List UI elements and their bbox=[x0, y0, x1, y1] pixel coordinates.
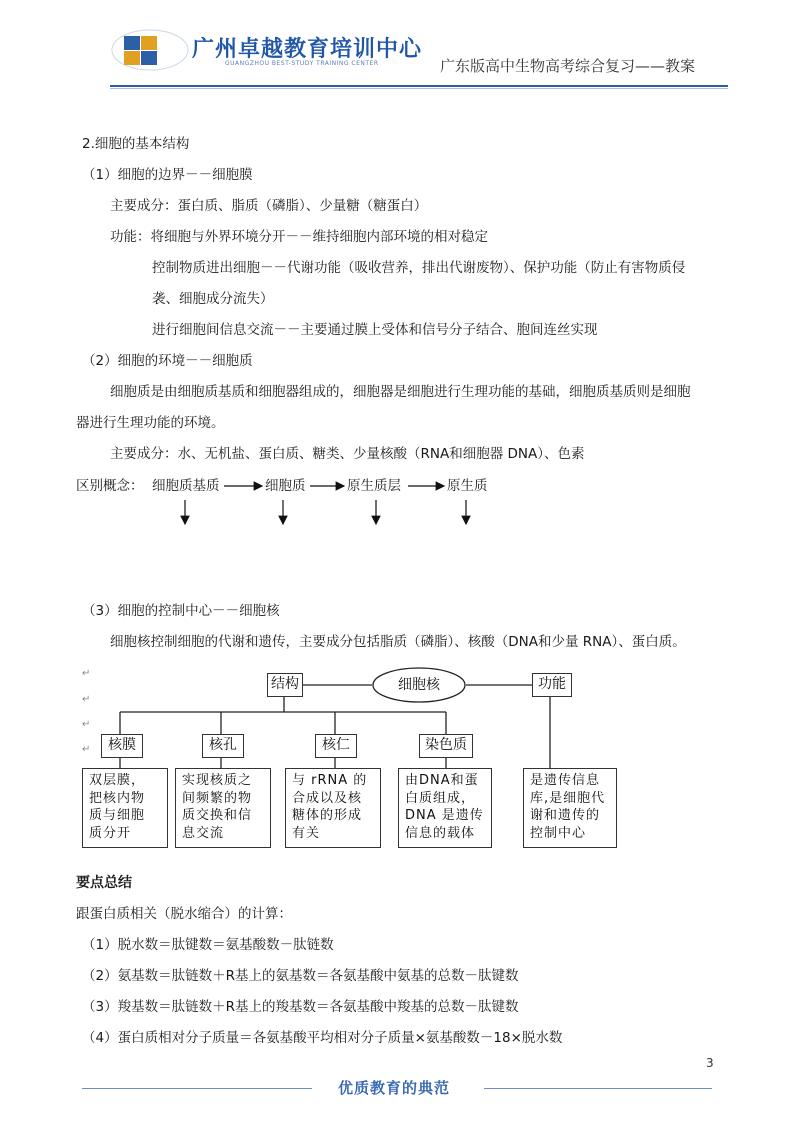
desc-line: 息交流 bbox=[182, 825, 225, 841]
nucleus-desc: 细胞核控制细胞的代谢和遗传，主要成分包括脂质（磷脂）、核酸（DNA和少量 RNA）、蛋白质。 bbox=[110, 634, 686, 650]
desc-line: 实现核质之 bbox=[182, 773, 253, 788]
part-name: 核仁 bbox=[322, 737, 350, 753]
desc-box-function bbox=[523, 768, 617, 848]
concept-2: 细胞质 bbox=[265, 478, 306, 494]
desc-line: 糖体的形成 bbox=[292, 808, 363, 823]
membrane-function-2b: 袭、细胞成分流失） bbox=[152, 291, 274, 307]
summary-item-2: （2）氨基数＝肽链数＋R基上的氨基数＝各氨基酸中氨基的总数－肽键数 bbox=[82, 968, 519, 984]
part-name: 核孔 bbox=[209, 737, 237, 753]
desc-line: 质与细胞 bbox=[89, 808, 146, 823]
concept-3: 原生质层 bbox=[347, 478, 401, 494]
structure-box bbox=[267, 673, 303, 697]
function-box bbox=[532, 673, 572, 697]
summary-item-4: （4）蛋白质相对分子质量＝各氨基酸平均相对分子质量×氨基酸数－18×脱水数 bbox=[82, 1030, 563, 1046]
membrane-function: 功能：将细胞与外界环境分开－－维持细胞内部环境的相对稳定 bbox=[110, 229, 488, 245]
desc-line: 合成以及核 bbox=[292, 790, 363, 806]
desc-line: 白质组成， bbox=[405, 790, 476, 806]
concept-4: 原生质 bbox=[447, 478, 488, 494]
summary-item-3: （3）羧基数＝肽链数＋R基上的羧基数＝各氨基酸中羧基的总数－肽键数 bbox=[82, 999, 519, 1015]
desc-box-membrane bbox=[82, 768, 168, 848]
concept-1: 细胞质基质 bbox=[152, 478, 220, 494]
structure-label: 结构 bbox=[271, 676, 299, 692]
return-mark-icon: ↵ bbox=[82, 744, 91, 755]
desc-line: 双层膜， bbox=[89, 773, 146, 788]
desc-line: 把核内物 bbox=[89, 790, 146, 806]
membrane-function-3: 进行细胞间信息交流－－主要通过膜上受体和信号分子结合、胞间连丝实现 bbox=[152, 322, 598, 338]
subsection-nucleus: （3）细胞的控制中心－－细胞核 bbox=[82, 603, 280, 619]
desc-box-chromatin bbox=[398, 768, 492, 848]
desc-line: 信息的载体 bbox=[405, 825, 476, 841]
return-mark-icon: ↵ bbox=[82, 668, 91, 679]
section-heading: 2.细胞的基本结构 bbox=[82, 136, 190, 152]
function-label: 功能 bbox=[538, 676, 566, 692]
desc-line: 谢和遗传的 bbox=[530, 808, 601, 823]
part-box-nucleolus bbox=[315, 734, 357, 758]
desc-line: 是遗传信息 bbox=[530, 773, 601, 788]
membrane-function-2: 控制物质进出细胞－－代谢功能（吸收营养，排出代谢废物）、保护功能（防止有害物质侵 bbox=[152, 260, 686, 276]
doc-title: 广东版高中生物高考综合复习——教案 bbox=[440, 57, 696, 75]
cytoplasm-desc: 细胞质是由细胞质基质和细胞器组成的，细胞器是细胞进行生理功能的基础，细胞质基质则是细胞 bbox=[110, 384, 691, 400]
summary-title: 要点总结 bbox=[76, 875, 132, 891]
desc-line: 控制中心 bbox=[530, 825, 587, 841]
return-mark-icon: ↵ bbox=[82, 694, 91, 705]
desc-line: 库,是细胞代 bbox=[530, 790, 606, 806]
cytoplasm-composition: 主要成分：水、无机盐、蛋白质、糖类、少量核酸（RNA和细胞器 DNA）、色素 bbox=[110, 446, 585, 462]
part-name: 染色质 bbox=[425, 737, 467, 753]
concept-label: 区别概念： bbox=[76, 478, 144, 494]
desc-line: 质分开 bbox=[89, 825, 132, 841]
desc-line: 有关 bbox=[292, 825, 321, 841]
part-name: 核膜 bbox=[108, 737, 136, 753]
concept-arrows bbox=[0, 0, 794, 540]
part-box-pore bbox=[202, 734, 244, 758]
desc-box-pore bbox=[175, 768, 271, 848]
nucleus-label: 细胞核 bbox=[398, 677, 440, 693]
desc-line: 与 rRNA 的 bbox=[292, 773, 368, 788]
subsection-cytoplasm: （2）细胞的环境－－细胞质 bbox=[82, 353, 253, 369]
membrane-composition: 主要成分：蛋白质、脂质（磷脂）、少量糖（糖蛋白） bbox=[110, 198, 428, 214]
footer-slogan: 优质教育的典范 bbox=[338, 1079, 451, 1097]
desc-line: 质交换和信 bbox=[182, 808, 253, 823]
footer-rule-right bbox=[484, 1088, 712, 1089]
org-name: 广州卓越教育培训中心 bbox=[192, 37, 423, 62]
subsection-membrane: （1）细胞的边界－－细胞膜 bbox=[82, 167, 253, 183]
org-name-en: GUANGZHOU BEST-STUDY TRAINING CENTER bbox=[225, 60, 379, 67]
part-box-chromatin bbox=[419, 734, 473, 758]
desc-line: 间频繁的物 bbox=[182, 790, 253, 806]
return-mark-icon: ↵ bbox=[82, 719, 91, 730]
desc-line: DNA 是遗传 bbox=[405, 808, 484, 823]
summary-item-1: （1）脱水数＝肽键数＝氨基酸数－肽链数 bbox=[82, 937, 334, 953]
part-box-membrane bbox=[101, 734, 143, 758]
desc-box-nucleolus bbox=[285, 768, 381, 848]
footer-rule-left bbox=[82, 1088, 312, 1089]
page-number: 3 bbox=[706, 1056, 714, 1070]
cytoplasm-desc-2: 器进行生理功能的环境。 bbox=[76, 415, 225, 431]
summary-intro: 跟蛋白质相关（脱水缩合）的计算： bbox=[76, 906, 292, 922]
desc-line: 由DNA和蛋 bbox=[405, 773, 479, 788]
